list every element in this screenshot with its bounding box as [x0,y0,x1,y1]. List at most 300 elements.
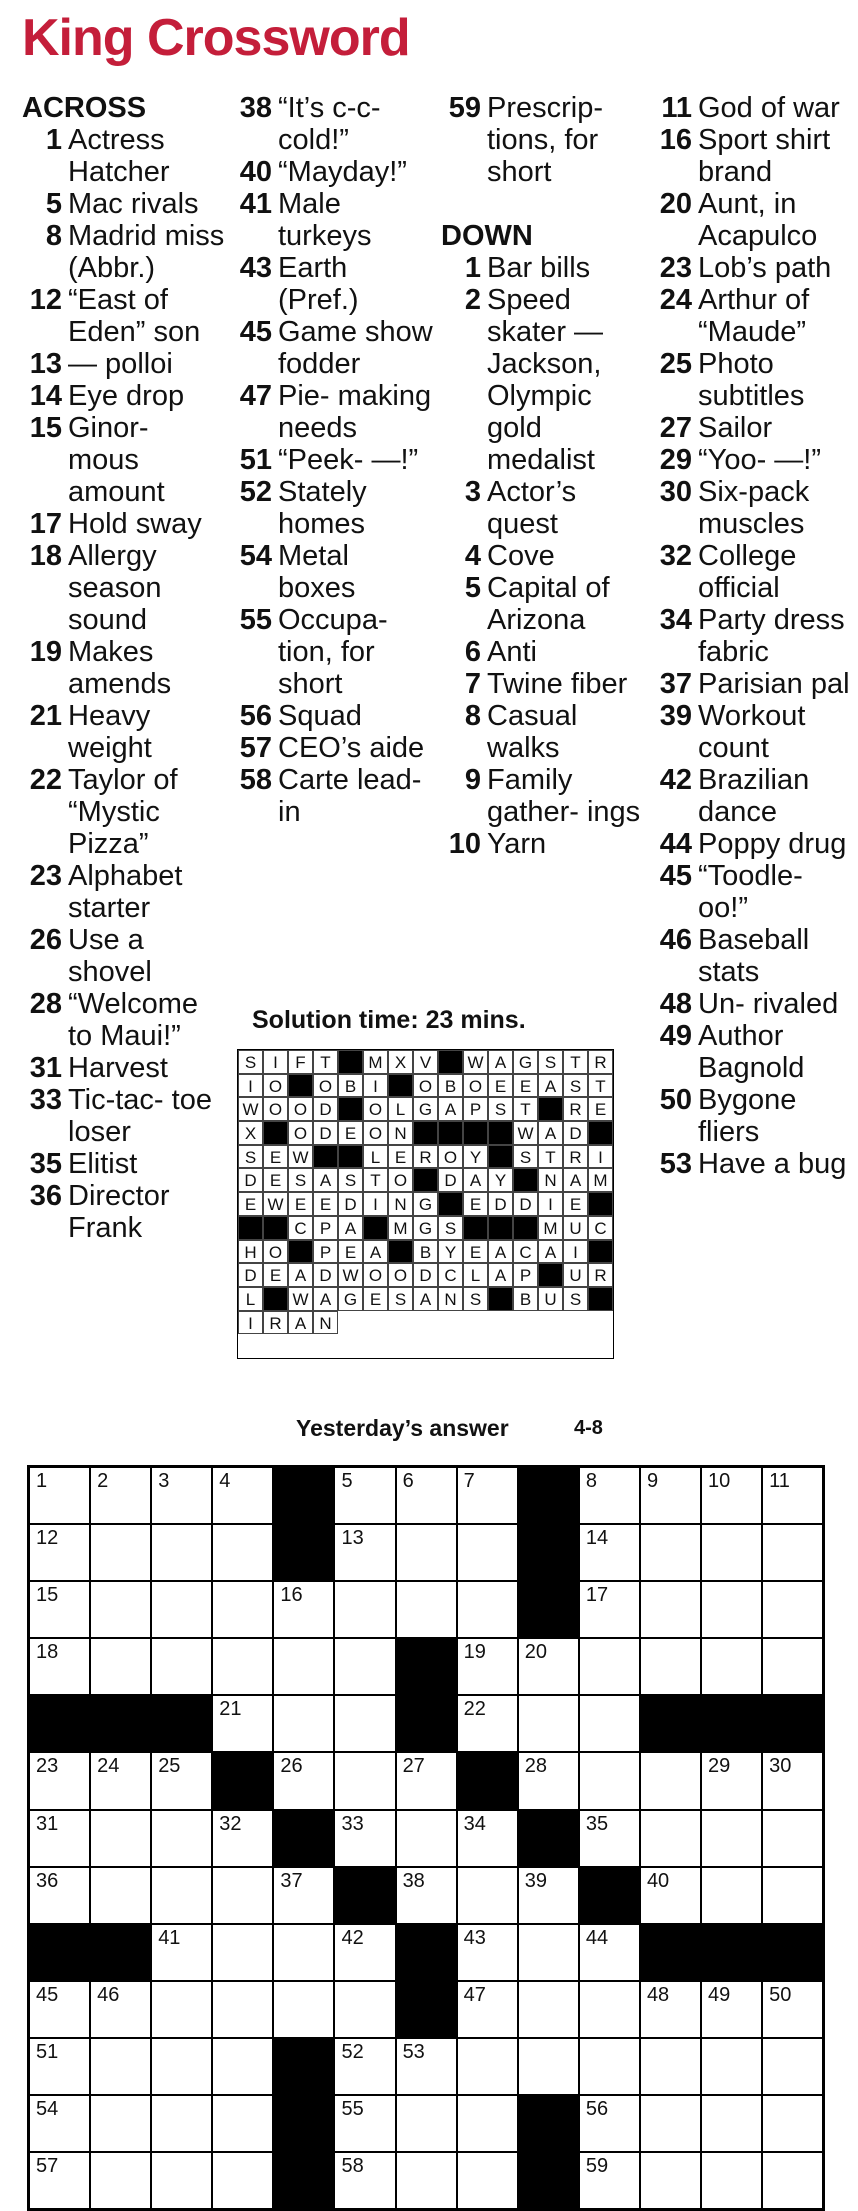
grid-cell[interactable] [518,1867,579,1924]
grid-cell[interactable] [457,1810,518,1867]
answer-cell: I [363,1192,388,1216]
clue-number: 45 [239,316,272,348]
grid-black-square [273,1524,334,1581]
answer-black-cell [263,1121,288,1145]
grid-cell[interactable] [212,1581,273,1638]
grid-cell[interactable] [396,1467,457,1524]
grid-cell[interactable] [334,1810,395,1867]
clue-number: 13 [29,348,62,380]
grid-cell[interactable] [90,1467,151,1524]
grid-cell[interactable] [701,1867,762,1924]
grid-cell[interactable] [29,1467,90,1524]
answer-cell: Y [488,1168,513,1192]
clue-text: Arthur of “Maude” [698,284,810,348]
clue-number: 8 [45,220,62,252]
answer-cell: O [288,1121,313,1145]
answer-cell: S [388,1287,413,1311]
grid-cell[interactable] [273,1981,334,2038]
clue-number: 55 [239,604,272,636]
answer-cell: E [288,1192,313,1216]
answer-black-cell [488,1216,513,1240]
answer-cell: P [463,1097,488,1121]
grid-black-square [640,1695,701,1752]
clue-number: 5 [464,572,481,604]
grid-cell[interactable] [579,1981,640,2038]
answer-cell: A [488,1050,513,1074]
answer-cell: W [288,1287,313,1311]
grid-cell[interactable] [457,1524,518,1581]
grid-cell-number: 58 [341,2155,364,2178]
grid-cell[interactable] [29,1981,90,2038]
answer-black-cell [388,1240,413,1264]
answer-cell: L [463,1263,488,1287]
grid-cell[interactable] [151,1924,212,1981]
answer-cell: M [388,1216,413,1240]
answer-cell: E [338,1240,363,1264]
clue-text: Aunt, in Acapulco [698,188,818,252]
answer-cell: S [238,1145,263,1169]
answer-cell: G [413,1192,438,1216]
grid-cell-number: 11 [769,1470,790,1492]
grid-cell[interactable] [762,1524,823,1581]
grid-cell[interactable] [151,1524,212,1581]
grid-cell[interactable] [457,1867,518,1924]
grid-cell[interactable] [457,2152,518,2209]
clue-item [234,92,434,156]
clue-text: “Welcome to Maui!” [68,988,198,1052]
answer-cell: C [288,1216,313,1240]
grid-cell[interactable] [334,1467,395,1524]
answer-cell: E [488,1074,513,1098]
grid-cell[interactable] [579,1524,640,1581]
answer-black-cell [463,1121,488,1145]
grid-cell[interactable] [273,1924,334,1981]
clue-text: Director Frank [68,1180,170,1244]
grid-cell-number: 56 [585,2098,609,2121]
grid-cell[interactable] [396,1752,457,1809]
answer-cell: R [263,1311,288,1335]
grid-cell[interactable] [334,1924,395,1981]
grid-cell[interactable] [151,1752,212,1809]
clue-text: “East of Eden” son [68,284,201,348]
clue-item [652,828,852,860]
grid-cell[interactable] [640,1524,701,1581]
grid-cell[interactable] [212,1924,273,1981]
clue-number: 28 [29,988,62,1020]
grid-cell-number: 13 [341,1527,364,1550]
grid-cell-number: 21 [219,1698,242,1721]
grid-cell[interactable] [701,1752,762,1809]
grid-cell-number: 29 [708,1755,731,1778]
answer-black-cell [438,1192,463,1216]
answer-cell: D [338,1192,363,1216]
grid-cell[interactable] [579,1467,640,1524]
answer-cell: V [413,1050,438,1074]
clue-text: God of war [698,92,840,124]
grid-cell-number: 47 [463,1983,486,2006]
clue-item [22,188,227,220]
grid-black-square [396,1981,457,2038]
grid-cell[interactable] [396,2038,457,2095]
clue-item [441,284,641,476]
grid-black-square [273,1810,334,1867]
grid-cell[interactable] [762,1752,823,1809]
grid-cell[interactable] [457,1695,518,1752]
grid-cell[interactable] [29,1524,90,1581]
clue-item [441,828,641,860]
grid-cell[interactable] [151,1581,212,1638]
answer-cell: I [238,1074,263,1098]
grid-cell[interactable] [212,1810,273,1867]
grid-cell[interactable] [29,1867,90,1924]
grid-cell[interactable] [640,1581,701,1638]
clue-number: 12 [29,284,62,316]
answer-cell: I [263,1050,288,1074]
grid-cell[interactable] [762,1467,823,1524]
grid-cell[interactable] [334,1524,395,1581]
grid-cell[interactable] [334,1695,395,1752]
grid-cell[interactable] [640,1752,701,1809]
clue-number: 36 [29,1180,62,1212]
grid-cell[interactable] [212,1638,273,1695]
answer-cell: E [263,1263,288,1287]
answer-cell: L [238,1287,263,1311]
answer-cell: M [588,1168,613,1192]
grid-cell[interactable] [396,2152,457,2209]
clue-number: 1 [45,124,62,156]
grid-cell[interactable] [151,2095,212,2152]
answer-black-cell [288,1240,313,1264]
clue-text: Twine fiber [487,668,628,700]
answer-black-cell [263,1216,288,1240]
answer-cell: S [513,1145,538,1169]
grid-cell[interactable] [151,1467,212,1524]
answer-cell: G [413,1216,438,1240]
grid-cell[interactable] [640,2038,701,2095]
grid-cell[interactable] [334,1981,395,2038]
grid-black-square [273,2038,334,2095]
grid-cell[interactable] [457,1981,518,2038]
clue-text: Earth (Pref.) [278,252,359,316]
grid-black-square [29,1695,90,1752]
grid-cell[interactable] [273,1752,334,1809]
grid-cell-number: 34 [463,1812,486,1835]
clue-number: 8 [464,700,481,732]
grid-cell[interactable] [640,1638,701,1695]
grid-cell[interactable] [273,1638,334,1695]
answer-cell: U [563,1216,588,1240]
answer-black-cell [488,1145,513,1169]
grid-cell[interactable] [701,2152,762,2209]
answer-cell: E [463,1192,488,1216]
grid-cell[interactable] [273,1867,334,1924]
grid-cell[interactable] [701,1810,762,1867]
clue-item [652,444,852,476]
grid-cell-number: 28 [524,1755,547,1778]
grid-cell[interactable] [90,1524,151,1581]
grid-cell[interactable] [640,1810,701,1867]
answer-black-cell [588,1192,613,1216]
grid-cell[interactable] [762,2095,823,2152]
grid-cell[interactable] [518,1981,579,2038]
grid-cell[interactable] [212,2152,273,2209]
clue-text: “Mayday!” [278,156,407,188]
grid-cell[interactable] [579,2095,640,2152]
clue-number: 43 [239,252,272,284]
grid-cell[interactable] [212,1867,273,1924]
grid-cell[interactable] [762,1867,823,1924]
grid-cell[interactable] [90,1752,151,1809]
clue-text: College official [698,540,797,604]
clue-number: 32 [659,540,692,572]
clue-item [22,764,227,860]
grid-black-square [518,2095,579,2152]
yesterday-answer-grid [237,1049,614,1359]
answer-cell: X [388,1050,413,1074]
grid-cell[interactable] [701,2095,762,2152]
grid-cell[interactable] [457,1467,518,1524]
answer-cell: R [413,1145,438,1169]
clue-number: 29 [659,444,692,476]
answer-cell: C [588,1216,613,1240]
grid-cell[interactable] [701,1467,762,1524]
grid-cell[interactable] [212,1467,273,1524]
grid-cell[interactable] [273,1581,334,1638]
clue-number: 42 [659,764,692,796]
grid-cell[interactable] [762,2038,823,2095]
clue-text: Heavy weight [68,700,152,764]
grid-cell-number: 55 [341,2098,364,2121]
clue-text: “Peek- —!” [278,444,419,476]
clue-item [441,540,641,572]
grid-cell[interactable] [579,1752,640,1809]
clue-item [22,1084,227,1148]
answer-cell: R [588,1263,613,1287]
grid-cell[interactable] [396,1867,457,1924]
grid-cell[interactable] [579,1924,640,1981]
down-heading: DOWN [441,220,533,252]
clue-text: “Yoo- —!” [698,444,822,476]
grid-cell[interactable] [334,1638,395,1695]
grid-cell[interactable] [29,1638,90,1695]
clue-text: Capital of Arizona [487,572,610,636]
answer-cell: D [413,1263,438,1287]
clue-text: Bygone fliers [698,1084,797,1148]
grid-cell[interactable] [212,1524,273,1581]
grid-cell-number: 30 [769,1755,792,1778]
grid-cell[interactable] [457,1924,518,1981]
grid-cell[interactable] [762,1981,823,2038]
answer-cell: O [388,1263,413,1287]
answer-cell: Y [463,1145,488,1169]
grid-cell[interactable] [518,1924,579,1981]
clue-text: Actress Hatcher [68,124,170,188]
answer-cell: P [513,1263,538,1287]
grid-cell-number: 27 [402,1755,425,1778]
clue-item [652,188,852,252]
grid-cell-number: 35 [585,1812,609,1835]
clue-text: Pie- making needs [278,380,432,444]
clue-number: 30 [659,476,692,508]
clue-number: 49 [659,1020,692,1052]
grid-cell-number: 42 [341,1926,364,1949]
grid-cell[interactable] [334,2095,395,2152]
grid-cell[interactable] [90,1810,151,1867]
grid-cell[interactable] [151,2038,212,2095]
grid-cell[interactable] [29,2095,90,2152]
grid-cell[interactable] [29,1810,90,1867]
clue-text: Madrid miss (Abbr.) [68,220,225,284]
grid-cell[interactable] [762,1638,823,1695]
grid-cell[interactable] [334,2038,395,2095]
clue-text: Six-pack muscles [698,476,810,540]
grid-cell[interactable] [457,1581,518,1638]
grid-black-square [151,1695,212,1752]
answer-cell: E [238,1192,263,1216]
grid-cell[interactable] [151,1810,212,1867]
clue-number: 22 [29,764,62,796]
grid-cell[interactable] [518,1695,579,1752]
grid-cell[interactable] [579,1695,640,1752]
grid-cell[interactable] [151,1638,212,1695]
grid-cell[interactable] [334,2152,395,2209]
grid-black-square [90,1924,151,1981]
grid-cell[interactable] [701,1581,762,1638]
grid-cell[interactable] [579,2038,640,2095]
grid-cell[interactable] [212,1695,273,1752]
grid-cell[interactable] [701,1981,762,2038]
answer-cell: O [463,1074,488,1098]
grid-cell[interactable] [396,1524,457,1581]
grid-cell[interactable] [212,2038,273,2095]
clue-text: Carte lead-in [278,764,422,828]
grid-cell[interactable] [640,1981,701,2038]
clue-text: Ginor- mous amount [68,412,165,508]
answer-cell: B [413,1240,438,1264]
grid-cell-number: 41 [158,1926,181,1949]
grid-cell[interactable] [29,1581,90,1638]
clue-number: 7 [464,668,481,700]
grid-cell-number: 32 [219,1812,242,1835]
grid-cell[interactable] [90,2152,151,2209]
grid-cell[interactable] [90,1581,151,1638]
grid-cell[interactable] [762,2152,823,2209]
grid-cell[interactable] [701,1638,762,1695]
grid-cell[interactable] [90,1981,151,2038]
grid-cell-number: 40 [646,1869,670,1892]
grid-cell[interactable] [457,2095,518,2152]
clue-text: “Toodle- oo!” [698,860,803,924]
grid-black-square [518,1810,579,1867]
grid-cell[interactable] [457,2038,518,2095]
grid-cell[interactable] [579,1638,640,1695]
grid-black-square [90,1695,151,1752]
answer-cell: S [338,1168,363,1192]
grid-cell[interactable] [518,2038,579,2095]
grid-cell[interactable] [29,2152,90,2209]
clue-number: 11 [661,92,692,124]
grid-cell[interactable] [29,1752,90,1809]
answer-cell: D [438,1168,463,1192]
grid-cell[interactable] [518,1752,579,1809]
grid-cell[interactable] [518,1638,579,1695]
clue-number: 51 [239,444,272,476]
grid-cell-number: 31 [36,1812,59,1835]
grid-cell[interactable] [334,1752,395,1809]
clue-text: Have a bug [698,1148,847,1180]
grid-cell[interactable] [396,2095,457,2152]
grid-cell-number: 4 [219,1470,231,1492]
grid-cell[interactable] [640,1467,701,1524]
answer-cell: O [263,1240,288,1264]
clue-text: Speed skater — Jackson, Olympic gold medalist [487,284,604,476]
clue-number: 24 [659,284,692,316]
clue-text: Stately homes [278,476,367,540]
clue-item [22,380,227,412]
grid-cell[interactable] [396,1810,457,1867]
grid-cell[interactable] [273,1695,334,1752]
grid-cell[interactable] [151,1867,212,1924]
grid-cell[interactable] [457,1638,518,1695]
answer-cell: R [563,1097,588,1121]
grid-cell[interactable] [579,1810,640,1867]
answer-cell: D [238,1168,263,1192]
grid-cell[interactable] [579,1581,640,1638]
grid-cell[interactable] [151,1981,212,2038]
grid-cell-number: 53 [402,2040,425,2063]
grid-cell[interactable] [212,2095,273,2152]
grid-cell[interactable] [396,1581,457,1638]
grid-cell[interactable] [701,1524,762,1581]
clue-text: Taylor of “Mystic Pizza” [68,764,178,860]
grid-cell[interactable] [212,1981,273,2038]
grid-cell-number: 26 [280,1755,303,1778]
grid-cell-number: 36 [36,1869,59,1892]
clue-number: 10 [448,828,481,860]
clue-text: Metal boxes [278,540,356,604]
answer-cell: E [388,1145,413,1169]
grid-cell[interactable] [640,2095,701,2152]
grid-cell[interactable] [334,1581,395,1638]
grid-cell[interactable] [640,1867,701,1924]
grid-cell[interactable] [762,1810,823,1867]
grid-cell[interactable] [640,2152,701,2209]
clue-number: 3 [464,476,481,508]
grid-black-square [518,1467,579,1524]
grid-cell[interactable] [90,2038,151,2095]
clue-item [441,252,641,284]
grid-cell[interactable] [762,1581,823,1638]
grid-cell[interactable] [90,1867,151,1924]
answer-cell: N [388,1121,413,1145]
answer-cell: O [263,1097,288,1121]
grid-cell[interactable] [90,2095,151,2152]
answer-cell: O [363,1121,388,1145]
answer-cell: G [413,1097,438,1121]
clue-item [22,348,227,380]
answer-cell: S [463,1287,488,1311]
grid-cell-number: 5 [341,1470,353,1492]
grid-cell[interactable] [151,2152,212,2209]
clue-item [234,700,434,732]
answer-black-cell [338,1097,363,1121]
answer-cell: E [313,1192,338,1216]
grid-cell[interactable] [579,2152,640,2209]
answer-cell: A [288,1311,313,1335]
grid-cell[interactable] [90,1638,151,1695]
grid-cell[interactable] [29,2038,90,2095]
grid-cell[interactable] [701,2038,762,2095]
